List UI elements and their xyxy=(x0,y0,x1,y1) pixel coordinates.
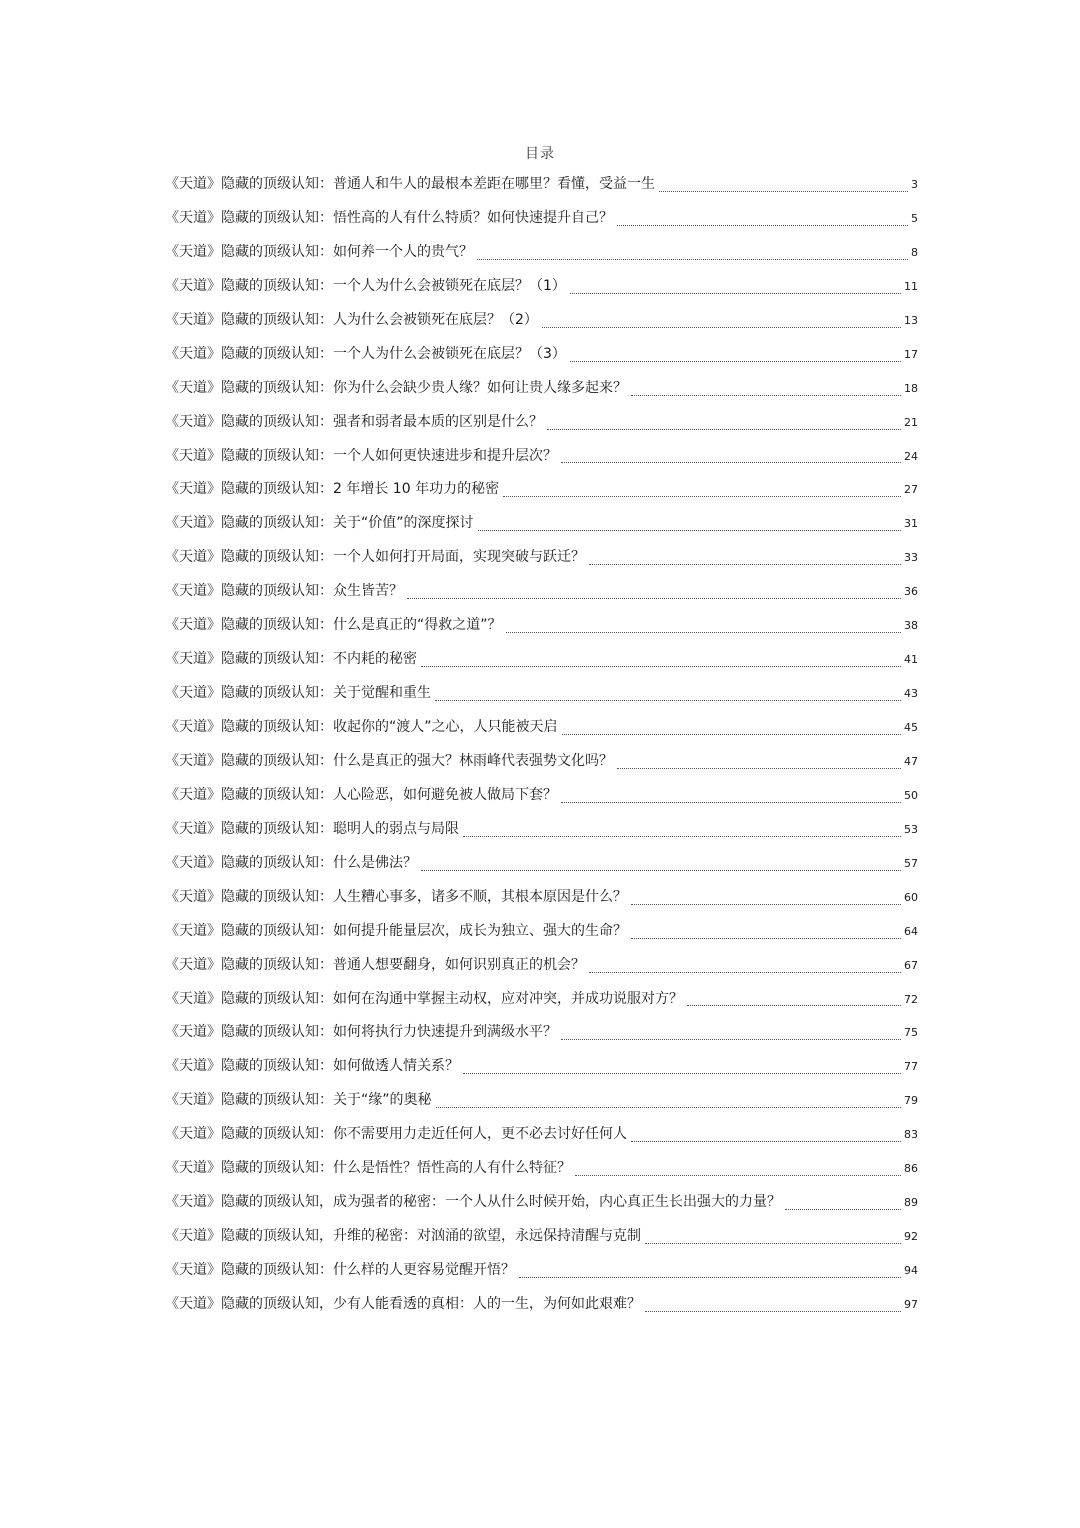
toc-dot-leader xyxy=(631,1141,901,1142)
toc-dot-leader xyxy=(645,1311,901,1312)
toc-entry-page-number[interactable]: 83 xyxy=(904,1128,918,1142)
toc-entry-title[interactable]: 《天道》隐藏的顶级认知：普通人和牛人的最根本差距在哪里？看懂，受益一生 xyxy=(165,176,655,192)
toc-entry-title[interactable]: 《天道》隐藏的顶级认知：悟性高的人有什么特质？如何快速提升自己？ xyxy=(165,209,613,226)
toc-entry-page-number[interactable]: 3 xyxy=(911,178,918,191)
toc-entry-title[interactable]: 《天道》隐藏的顶级认知：众生皆苦？ xyxy=(165,583,403,600)
toc-entry[interactable] xyxy=(165,847,918,881)
toc-entry[interactable] xyxy=(165,507,918,541)
toc-dot-leader xyxy=(435,700,901,701)
toc-dot-leader xyxy=(503,496,901,497)
toc-entry-title[interactable]: 《天道》隐藏的顶级认知：什么是佛法？ xyxy=(165,854,417,871)
toc-entry-title[interactable]: 《天道》隐藏的顶级认知：如何提升能量层次，成长为独立、强大的生命？ xyxy=(165,922,627,939)
toc-dot-leader xyxy=(561,802,901,803)
toc-entry-page-number[interactable]: 31 xyxy=(904,517,918,531)
toc-entry[interactable] xyxy=(165,643,918,677)
toc-entry[interactable] xyxy=(165,813,918,847)
toc-entry-title[interactable]: 《天道》隐藏的顶级认知：什么是真正的“得救之道”？ xyxy=(165,617,502,634)
toc-dot-leader xyxy=(645,1243,901,1244)
toc-dot-leader xyxy=(631,904,901,905)
toc-dot-leader xyxy=(562,734,901,735)
toc-entry-title[interactable]: 《天道》隐藏的顶级认知：如何做透人情关系？ xyxy=(165,1058,459,1075)
toc-entry[interactable] xyxy=(165,779,918,813)
toc-entry[interactable] xyxy=(165,270,918,304)
toc-dot-leader xyxy=(617,225,908,226)
toc-entry-title[interactable]: 《天道》隐藏的顶级认知，成为强者的秘密：一个人从什么时候开始，内心真正生长出强大的力量？ xyxy=(165,1194,781,1211)
toc-entry[interactable] xyxy=(165,440,918,474)
toc-entry[interactable] xyxy=(165,881,918,915)
toc-entry-title[interactable]: 《天道》隐藏的顶级认知：人为什么会被锁死在底层？（2） xyxy=(165,311,538,328)
toc-dot-leader xyxy=(617,768,901,769)
toc-dot-leader xyxy=(589,564,901,565)
toc-entry-page-number[interactable]: 53 xyxy=(904,822,918,836)
toc-dot-leader xyxy=(631,938,901,939)
toc-entry-title[interactable]: 《天道》隐藏的顶级认知：你不需要用力走近任何人，更不必去讨好任何人 xyxy=(165,1126,627,1143)
toc-entry[interactable] xyxy=(165,915,918,949)
toc-entry-title[interactable]: 《天道》隐藏的顶级认知：不内耗的秘密 xyxy=(165,651,417,668)
toc-entry-title[interactable]: 《天道》隐藏的顶级认知，少有人能看透的真相：人的一生，为何如此艰难？ xyxy=(165,1295,641,1312)
toc-entry[interactable] xyxy=(165,168,918,202)
toc-entry-page-number[interactable]: 13 xyxy=(904,313,918,327)
toc-entry[interactable] xyxy=(165,745,918,779)
toc-entry-title[interactable]: 《天道》隐藏的顶级认知：你为什么会缺少贵人缘？如何让贵人缘多起来？ xyxy=(165,379,627,396)
toc-entry-page-number[interactable]: 57 xyxy=(904,856,918,870)
toc-entry-page-number[interactable]: 97 xyxy=(904,1297,918,1311)
toc-entry-page-number[interactable]: 11 xyxy=(904,279,918,293)
toc-dot-leader xyxy=(561,1039,901,1040)
toc-entry-title[interactable]: 《天道》隐藏的顶级认知，升维的秘密：对汹涌的欲望，永远保持清醒与克制 xyxy=(165,1228,641,1245)
toc-dot-leader xyxy=(785,1209,901,1210)
toc-entry-page-number[interactable]: 72 xyxy=(904,992,918,1006)
toc-entry-title[interactable]: 《天道》隐藏的顶级认知：如何养一个人的贵气？ xyxy=(165,243,473,260)
toc-entry[interactable] xyxy=(165,1220,918,1254)
toc-entry-page-number[interactable]: 60 xyxy=(904,890,918,904)
toc-entry-page-number[interactable]: 86 xyxy=(904,1162,918,1176)
toc-list xyxy=(165,168,918,1322)
toc-dot-leader xyxy=(463,836,901,837)
toc-entry-page-number[interactable]: 33 xyxy=(904,551,918,565)
toc-entry-title[interactable]: 《天道》隐藏的顶级认知：人生糟心事多，诸多不顺，其根本原因是什么？ xyxy=(165,888,627,905)
toc-dot-leader xyxy=(570,361,901,362)
toc-entry-title[interactable]: 《天道》隐藏的顶级认知：关于“缘”的奥秘 xyxy=(165,1092,432,1109)
toc-entry-title[interactable]: 《天道》隐藏的顶级认知：一个人如何打开局面，实现突破与跃迁？ xyxy=(165,549,585,566)
toc-entry-title[interactable]: 《天道》隐藏的顶级认知：如何将执行力快速提升到满级水平？ xyxy=(165,1024,557,1041)
toc-dot-leader xyxy=(631,395,901,396)
toc-entry-title[interactable]: 《天道》隐藏的顶级认知：聪明人的弱点与局限 xyxy=(165,820,459,837)
toc-entry[interactable] xyxy=(165,304,918,338)
toc-entry-title[interactable]: 《天道》隐藏的顶级认知：一个人为什么会被锁死在底层？（1） xyxy=(165,277,566,294)
toc-entry-page-number[interactable]: 77 xyxy=(904,1060,918,1074)
toc-entry-title[interactable]: 《天道》隐藏的顶级认知：如何在沟通中掌握主动权，应对冲突，并成功说服对方？ xyxy=(165,990,683,1007)
toc-dot-leader xyxy=(421,870,901,871)
toc-entry[interactable] xyxy=(165,541,918,575)
toc-dot-leader xyxy=(478,530,901,531)
toc-entry-page-number[interactable]: 79 xyxy=(904,1094,918,1108)
toc-entry-page-number[interactable]: 47 xyxy=(904,754,918,768)
toc-entry[interactable] xyxy=(165,575,918,609)
toc-dot-leader xyxy=(687,1005,901,1006)
toc-entry-page-number[interactable]: 5 xyxy=(911,211,918,225)
toc-entry-page-number[interactable]: 41 xyxy=(904,653,918,667)
toc-entry-title[interactable]: 《天道》隐藏的顶级认知：什么样的人更容易觉醒开悟？ xyxy=(165,1262,515,1278)
toc-entry-page-number[interactable]: 27 xyxy=(904,483,918,497)
toc-entry-page-number[interactable]: 75 xyxy=(904,1026,918,1040)
toc-entry[interactable] xyxy=(165,1288,918,1322)
toc-dot-leader xyxy=(421,666,901,667)
toc-entry[interactable] xyxy=(165,406,918,440)
toc-entry-page-number[interactable]: 8 xyxy=(911,245,918,259)
toc-entry[interactable] xyxy=(165,1118,918,1152)
toc-entry[interactable] xyxy=(165,202,918,236)
toc-title: 目录 xyxy=(525,146,555,162)
toc-dot-leader xyxy=(436,1107,901,1108)
toc-entry-title[interactable]: 《天道》隐藏的顶级认知：什么是悟性？悟性高的人有什么特征？ xyxy=(165,1160,571,1177)
toc-dot-leader xyxy=(519,1277,901,1278)
toc-entry-page-number[interactable]: 38 xyxy=(904,619,918,633)
toc-entry-title[interactable]: 《天道》隐藏的顶级认知：人心险恶，如何避免被人做局下套？ xyxy=(165,786,557,803)
toc-entry-title[interactable]: 《天道》隐藏的顶级认知：一个人为什么会被锁死在底层？（3） xyxy=(165,345,566,362)
toc-entry-page-number[interactable]: 21 xyxy=(904,415,918,429)
toc-entry-page-number[interactable]: 50 xyxy=(904,788,918,802)
toc-entry[interactable] xyxy=(165,711,918,745)
toc-entry-page-number[interactable]: 45 xyxy=(904,721,918,734)
toc-dot-leader xyxy=(547,429,901,430)
toc-entry[interactable] xyxy=(165,473,918,507)
toc-entry-page-number[interactable]: 18 xyxy=(904,381,918,395)
toc-dot-leader xyxy=(506,632,901,633)
toc-dot-leader xyxy=(659,191,908,192)
toc-entry[interactable] xyxy=(165,372,918,406)
toc-entry-title[interactable]: 《天道》隐藏的顶级认知：一个人如何更快速进步和提升层次？ xyxy=(165,447,557,464)
toc-entry[interactable] xyxy=(165,1254,918,1288)
toc-entry-page-number[interactable]: 92 xyxy=(904,1230,918,1244)
toc-entry[interactable] xyxy=(165,677,918,711)
toc-entry-page-number[interactable]: 64 xyxy=(904,924,918,938)
toc-dot-leader xyxy=(589,972,901,973)
toc-entry[interactable] xyxy=(165,1016,918,1050)
toc-entry[interactable] xyxy=(165,983,918,1017)
toc-entry-title[interactable]: 《天道》隐藏的顶级认知：关于觉醒和重生 xyxy=(165,685,431,702)
toc-entry-title[interactable]: 《天道》隐藏的顶级认知：强者和弱者最本质的区别是什么？ xyxy=(165,413,543,430)
toc-entry-page-number[interactable]: 17 xyxy=(904,347,918,361)
toc-entry-title[interactable]: 《天道》隐藏的顶级认知：2 年增长 10 年功力的秘密 xyxy=(165,481,500,498)
toc-entry-title[interactable]: 《天道》隐藏的顶级认知：关于“价值”的深度探讨 xyxy=(165,515,474,532)
toc-entry-title[interactable]: 《天道》隐藏的顶级认知：什么是真正的强大？林雨峰代表强势文化吗？ xyxy=(165,752,613,769)
toc-entry[interactable] xyxy=(165,338,918,372)
toc-dot-leader xyxy=(407,598,901,599)
toc-dot-leader xyxy=(542,327,901,328)
toc-entry[interactable] xyxy=(165,1084,918,1118)
toc-entry-page-number[interactable]: 67 xyxy=(904,958,918,972)
toc-entry-page-number[interactable]: 94 xyxy=(904,1264,918,1277)
toc-entry-page-number[interactable]: 43 xyxy=(904,687,918,701)
toc-dot-leader xyxy=(570,293,901,294)
toc-dot-leader xyxy=(463,1073,901,1074)
toc-entry[interactable] xyxy=(165,609,918,643)
toc-dot-leader xyxy=(575,1175,901,1176)
toc-entry-page-number[interactable]: 24 xyxy=(904,449,918,463)
toc-entry-page-number[interactable]: 89 xyxy=(904,1196,918,1210)
toc-entry-page-number[interactable]: 36 xyxy=(904,585,918,599)
toc-entry-title[interactable]: 《天道》隐藏的顶级认知：收起你的“渡人”之心，人只能被天启 xyxy=(165,719,558,735)
toc-dot-leader xyxy=(477,259,908,260)
toc-entry[interactable] xyxy=(165,1186,918,1220)
toc-entry[interactable] xyxy=(165,1050,918,1084)
toc-entry[interactable] xyxy=(165,1152,918,1186)
toc-entry[interactable] xyxy=(165,949,918,983)
toc-dot-leader xyxy=(561,462,901,463)
toc-entry-title[interactable]: 《天道》隐藏的顶级认知：普通人想要翻身，如何识别真正的机会？ xyxy=(165,956,585,973)
toc-entry[interactable] xyxy=(165,236,918,270)
